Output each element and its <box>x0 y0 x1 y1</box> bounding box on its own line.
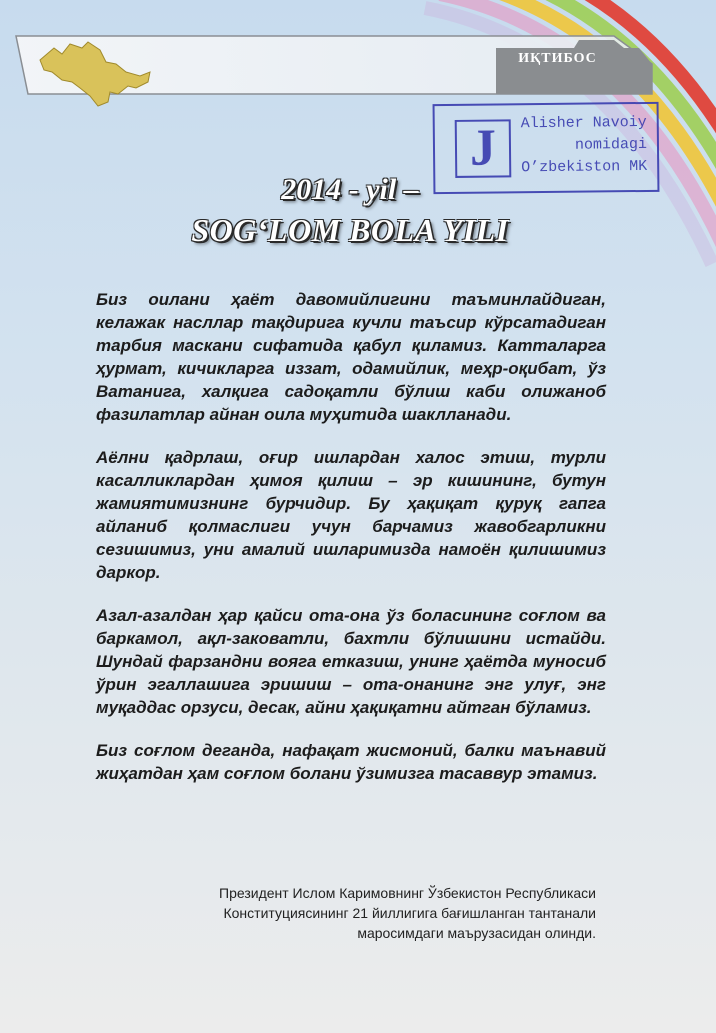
section-label: ИҚТИБОС <box>518 51 597 66</box>
source-line-1: Президент Ислом Каримовнинг Ўзбекистон Республикаси <box>219 885 596 901</box>
uzbekistan-map-icon <box>36 36 154 108</box>
stamp-line-3: O’zbekiston MK <box>521 157 648 177</box>
paragraph: Азал-азалдан ҳар қайси ота-она ўз боласининг соғлом ва баркамол, ақл-заковатли, бахтли бўлишини истайди. Шундай фарзандни вояга етказиш, унинг ҳаётда муносиб ўрин эгаллашига эришиш – ота-онанинг энг улуғ, энг муқаддас орзуси, десак, айни ҳақиқатни айтган бўламиз. <box>96 606 606 717</box>
stamp-line-1: Alisher Navoiy <box>520 113 647 133</box>
source-line-2: Конституциясининг 21 йиллигига бағишланган тантанали <box>223 905 596 921</box>
page-title <box>130 170 570 250</box>
stamp-line-2: nomidagi <box>574 135 648 154</box>
source-line-3: маросимдаги маърузасидан олинди. <box>357 925 596 941</box>
paragraph: Аёлни қадрлаш, оғир ишлардан халос этиш, турли касалликлардан ҳимоя қилиш – эр кишининг, бутун жамиятимизнинг бурчидир. Бу ҳақиқат қуруқ гапга айланиб қолмаслиги учун барчамиз жавобгарликни сезишимиз, уни амалий ишларимизда намоён қилишимиз даркор. <box>96 448 606 582</box>
source-attribution <box>150 883 596 943</box>
paragraph: Биз оилани ҳаёт давомийлигини таъминлайдиган, келажак насллар тақдирига кучли таъсир кўрсатадиган тарбия маскани сифатида қабул қиламиз. Катталарга ҳурмат, кичикларга иззат, одамийлик, меҳр-оқибат, ўз Ватанига, халқига садоқатли бўлиш каби олижаноб фазилатлар айнан оила муҳитида шаклланади. <box>96 290 606 424</box>
title-line-2: SOG‘LOM BOLA YILI <box>191 212 509 248</box>
article-body <box>96 288 606 805</box>
title-line-1: 2014 - yil – <box>281 173 419 206</box>
stamp-logo: J <box>455 119 512 178</box>
paragraph: Биз соғлом деганда, нафақат жисмоний, балки маънавий жиҳатдан ҳам соғлом болани ўзимизга тасаввур этамиз. <box>96 741 606 783</box>
